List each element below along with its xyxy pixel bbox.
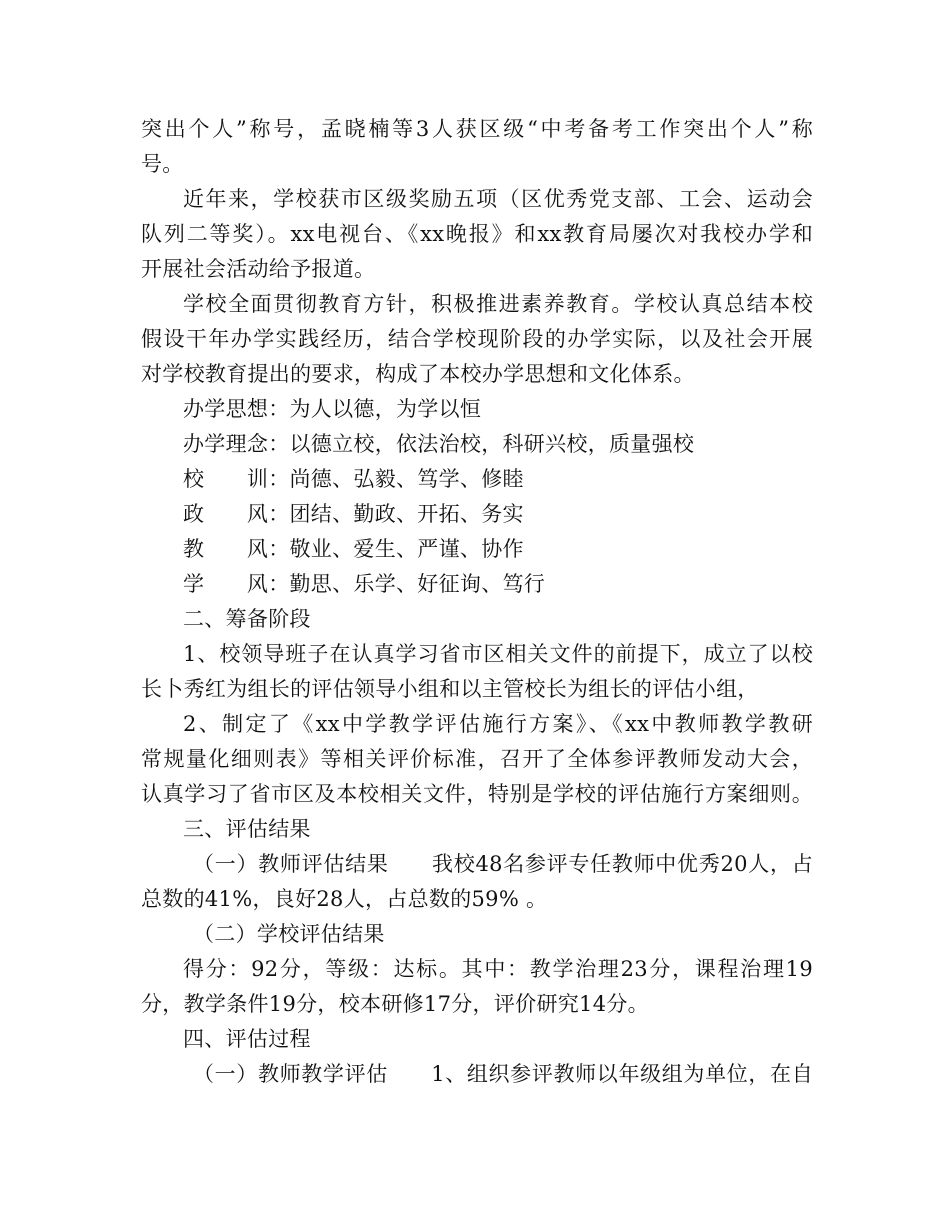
text-line: 长卜秀红为组长的评估领导小组和以主管校长为组长的评估小组， bbox=[141, 677, 759, 701]
document-body bbox=[141, 112, 813, 1092]
text-line: 号。 bbox=[141, 152, 184, 176]
text-line: 开展社会活动给予报道。 bbox=[141, 257, 376, 281]
text-line: 办学思想：为人以德，为学以恒 bbox=[183, 397, 482, 421]
text-line: 队列二等奖）。xx电视台、《xx晚报》和xx教育局屡次对我校办学和 bbox=[141, 222, 813, 246]
text-line: 常规量化细则表》等相关评价标准，召开了全体参评教师发动大会， bbox=[141, 747, 813, 771]
text-line: 总数的41%，良好28人，占总数的59% 。 bbox=[141, 887, 548, 911]
text-line: 政 风：团结、勤政、开拓、务实 bbox=[183, 502, 524, 526]
text-line: 认真学习了省市区及本校相关文件，特别是学校的评估施行方案细则。 bbox=[141, 782, 813, 806]
text-line: 1、校领导班子在认真学习省市区相关文件的前提下，成立了以校 bbox=[183, 642, 813, 666]
text-line: 突出个人”称号，孟晓楠等3人获区级“中考备考工作突出个人”称 bbox=[141, 117, 813, 141]
text-line: 四、评估过程 bbox=[183, 1027, 311, 1051]
text-line: 学校全面贯彻教育方针，积极推进素养教育。学校认真总结本校 bbox=[183, 292, 813, 316]
text-line: 分，教学条件19分，校本研修17分，评价研究14分。 bbox=[141, 992, 649, 1016]
text-line: （一）教师教学评估 1、组织参评教师以年级组为单位，在自 bbox=[193, 1062, 813, 1086]
text-line: 二、筹备阶段 bbox=[183, 607, 311, 631]
text-line: 得分：92分，等级：达标。其中：教学治理23分，课程治理19 bbox=[183, 957, 813, 981]
text-line: 办学理念：以德立校，依法治校，科研兴校，质量强校 bbox=[183, 432, 695, 456]
text-line: 教 风：敬业、爱生、严谨、协作 bbox=[183, 537, 524, 561]
text-line: 近年来，学校获市区级奖励五项（区优秀党支部、工会、运动会 bbox=[183, 187, 813, 211]
text-line: 2、制定了《xx中学教学评估施行方案》、《xx中教师教学教研 bbox=[183, 712, 813, 736]
text-line: （一）教师评估结果 我校48名参评专任教师中优秀20人，占 bbox=[193, 852, 813, 876]
text-line: （二）学校评估结果 bbox=[193, 922, 385, 946]
text-line: 学 风：勤思、乐学、好征询、笃行 bbox=[183, 572, 546, 596]
text-line: 对学校教育提出的要求，构成了本校办学思想和文化体系。 bbox=[141, 362, 695, 386]
text-line: 假设干年办学实践经历，结合学校现阶段的办学实际，以及社会开展 bbox=[141, 327, 813, 351]
text-line: 校 训：尚德、弘毅、笃学、修睦 bbox=[183, 467, 524, 491]
text-line: 三、评估结果 bbox=[183, 817, 311, 841]
